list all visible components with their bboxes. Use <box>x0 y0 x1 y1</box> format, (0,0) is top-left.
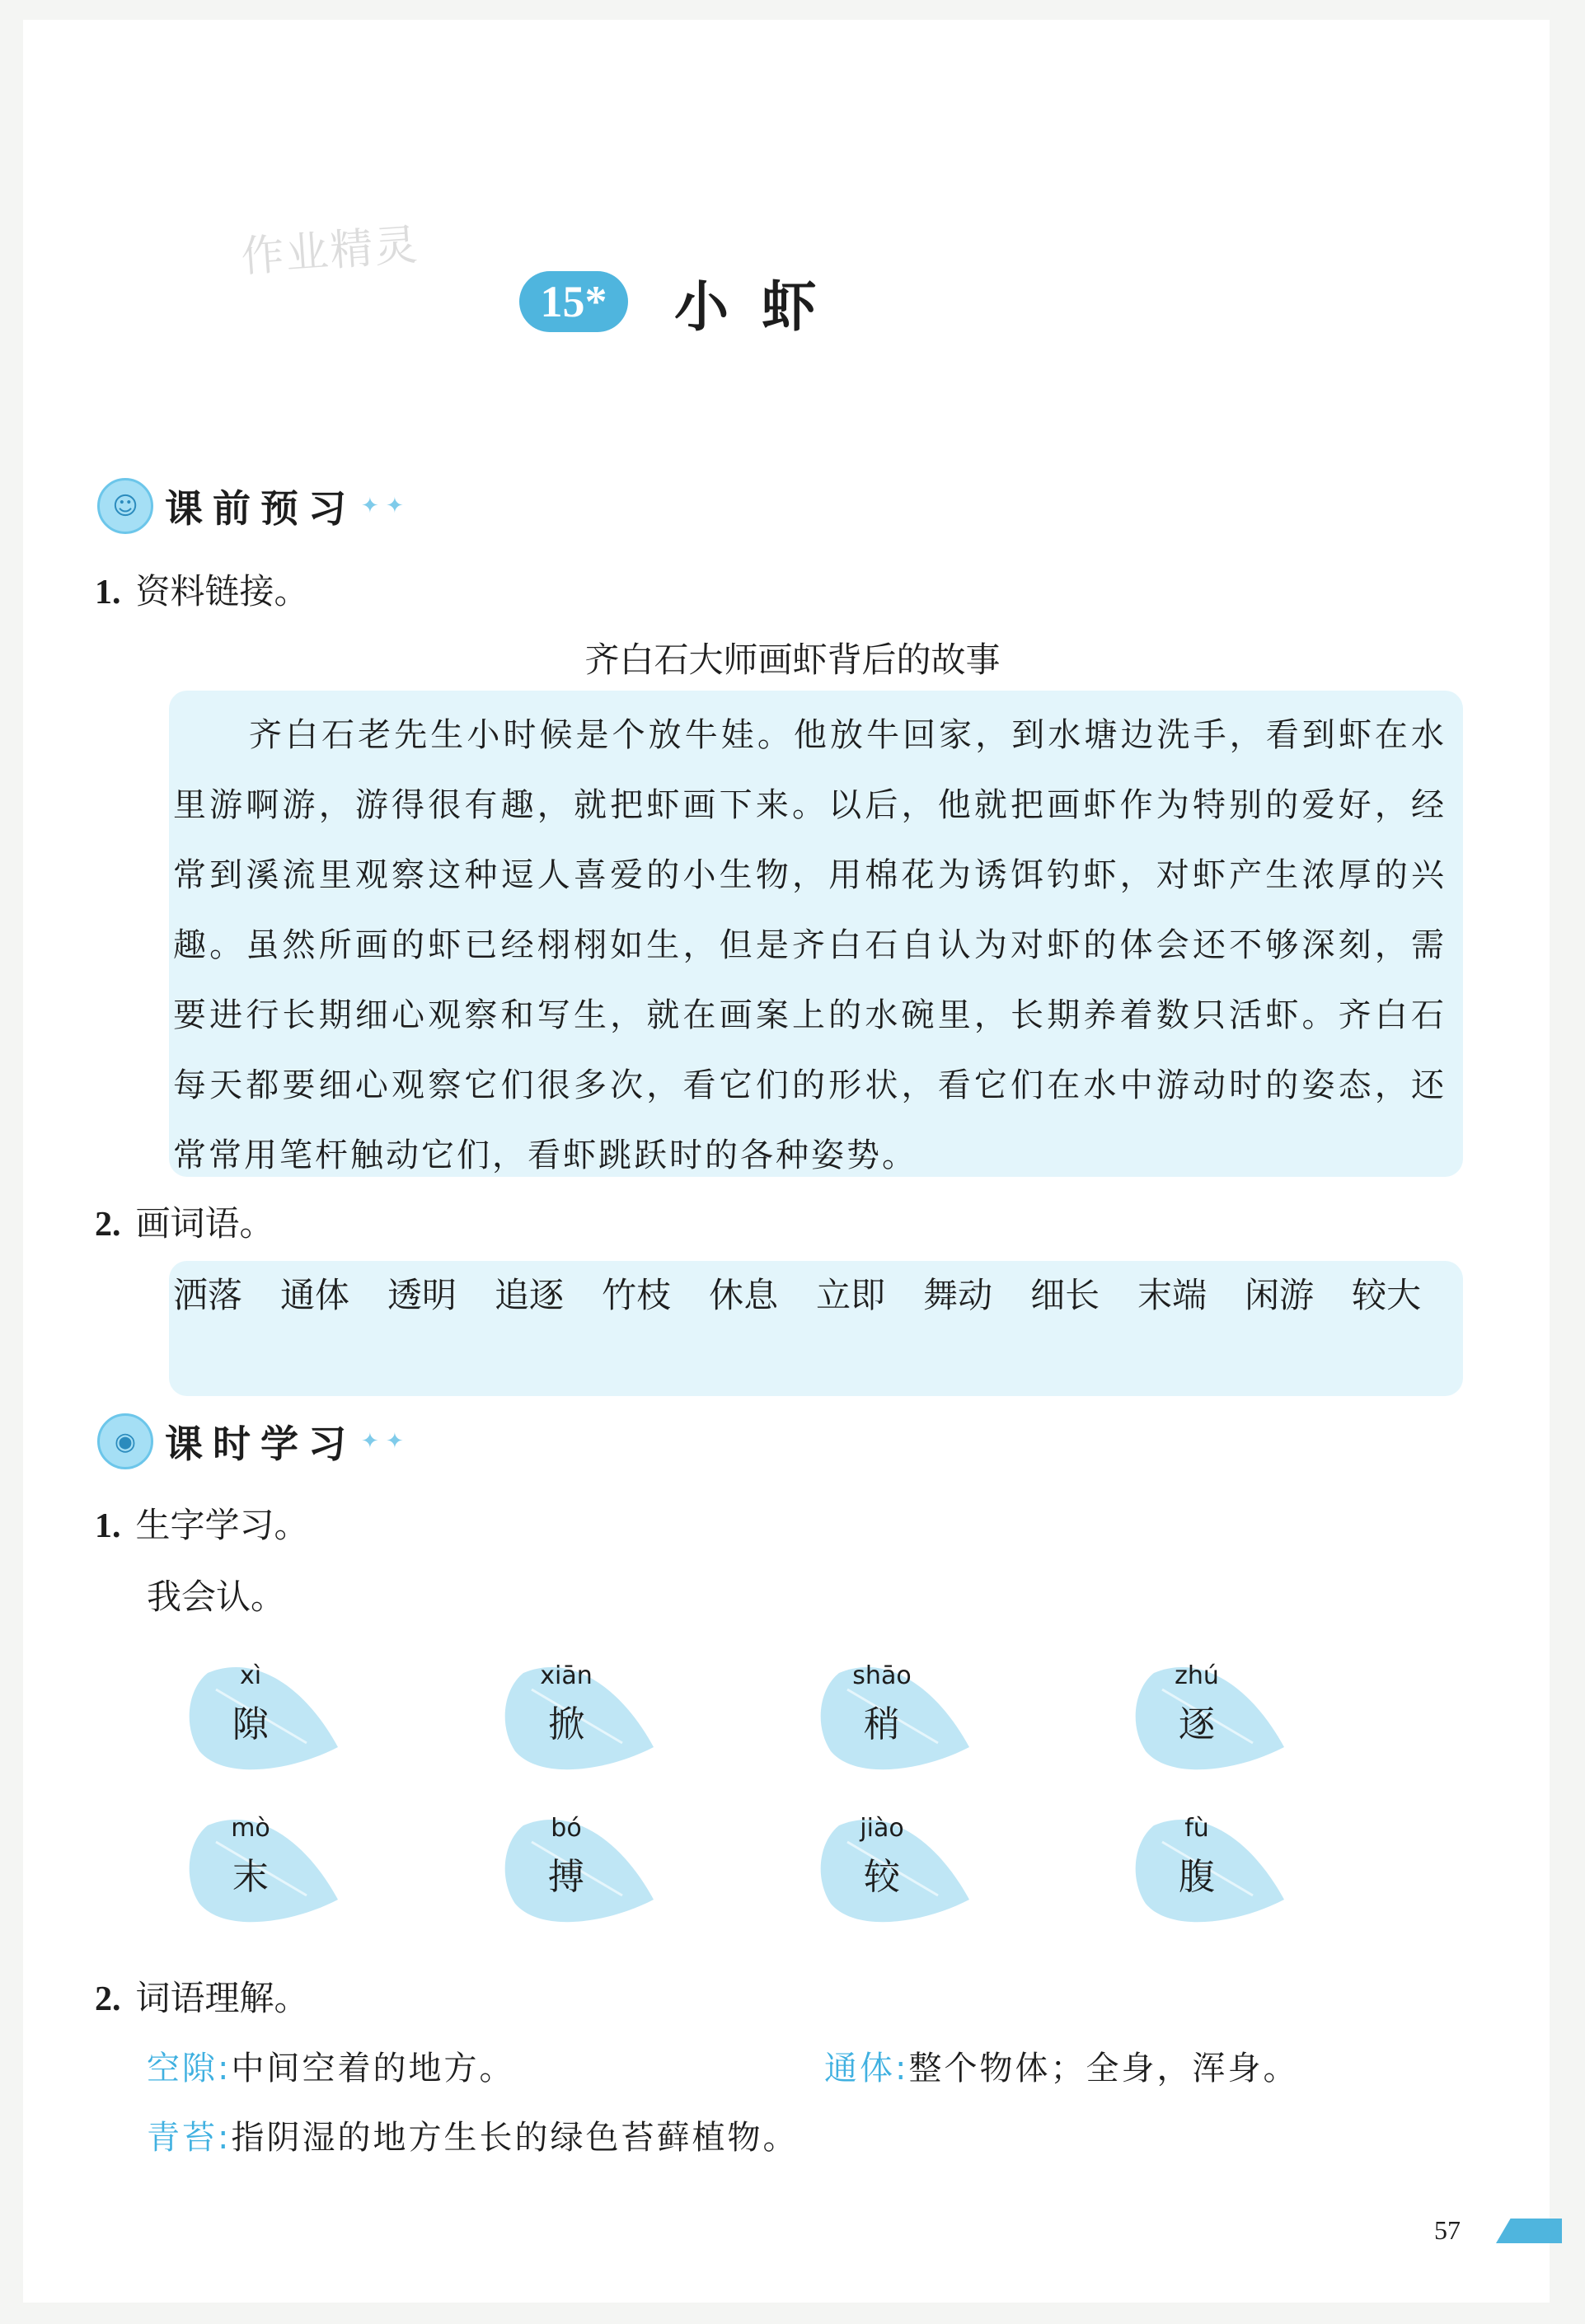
word-item: 竹枝 <box>602 1275 672 1315</box>
definition-term: 空隙 <box>147 2050 218 2087</box>
pinyin: mò <box>231 1814 270 1843</box>
definition-meaning: 整个物体；全身，浑身。 <box>908 2050 1299 2087</box>
sub-instruction: 我会认。 <box>147 1577 286 1617</box>
character: 腹 <box>1179 1856 1215 1898</box>
section-title: 课时学习 <box>165 1422 356 1466</box>
pinyin: bó <box>551 1814 582 1843</box>
question-number: 2. <box>95 1206 121 1244</box>
story-title: 齐白石大师画虾背后的故事 <box>584 640 1001 680</box>
character: 较 <box>864 1856 900 1898</box>
character: 逐 <box>1179 1703 1215 1745</box>
question-3 <box>95 1498 309 1548</box>
question-number: 1. <box>95 1507 121 1545</box>
word-item: 末端 <box>1137 1275 1208 1315</box>
leaf-card <box>499 1809 655 1933</box>
word-item: 细长 <box>1030 1275 1100 1315</box>
word-item: 舞动 <box>923 1275 993 1315</box>
definition-meaning: 中间空着的地方。 <box>231 2050 515 2087</box>
leaf-card <box>499 1656 655 1780</box>
watermark: 作业精灵 <box>239 220 421 283</box>
definition-colon: : <box>895 2050 909 2087</box>
definition-term: 通体 <box>824 2050 895 2087</box>
question-4 <box>95 1971 309 2021</box>
section-header-study <box>97 1413 404 1469</box>
character: 掀 <box>548 1703 584 1745</box>
question-1 <box>95 565 309 614</box>
leaf-card <box>183 1656 340 1780</box>
lesson-name: 小虾 <box>674 274 849 339</box>
word-item: 追逐 <box>495 1275 565 1315</box>
definition-item <box>824 2042 1298 2089</box>
lesson-number-badge: 15* <box>519 271 628 332</box>
character: 稍 <box>864 1703 900 1745</box>
definition-term: 青苔 <box>147 2119 218 2157</box>
word-item: 闲游 <box>1245 1275 1315 1315</box>
leaf-card <box>814 1809 971 1933</box>
leaf-card <box>814 1656 971 1780</box>
word-item: 透明 <box>387 1275 457 1315</box>
question-2 <box>95 1197 274 1246</box>
mascot-icon: ☺ <box>97 478 153 534</box>
question-text: 词语理解。 <box>135 1978 309 2018</box>
character: 末 <box>232 1856 269 1898</box>
definition-meaning: 指阴湿的地方生长的绿色苔藓植物。 <box>231 2119 799 2157</box>
page-number: 57 <box>1434 2215 1461 2245</box>
question-text: 生字学习。 <box>135 1505 309 1545</box>
word-item: 较大 <box>1352 1275 1422 1315</box>
word-list <box>173 1266 1426 1325</box>
leaf-card <box>1129 1809 1286 1933</box>
definition-item <box>147 2111 798 2158</box>
leaf-card <box>1129 1656 1286 1780</box>
word-item: 通体 <box>280 1275 350 1315</box>
definition-colon: : <box>218 2050 232 2087</box>
sparkle-icon: ✦ ✦ <box>361 1429 404 1454</box>
pinyin: fù <box>1184 1814 1209 1843</box>
question-number: 2. <box>95 1980 121 2018</box>
question-text: 资料链接。 <box>135 571 309 611</box>
pinyin: xì <box>239 1661 262 1690</box>
definition-colon: : <box>218 2119 232 2157</box>
section-title: 课前预习 <box>165 486 356 531</box>
pinyin: zhú <box>1175 1661 1219 1690</box>
word-item: 休息 <box>709 1275 779 1315</box>
question-number: 1. <box>95 574 121 611</box>
sparkle-icon: ✦ ✦ <box>361 494 404 518</box>
word-item: 洒落 <box>173 1275 243 1315</box>
globe-mascot-icon: ◉ <box>97 1413 153 1469</box>
pinyin: shāo <box>852 1661 912 1690</box>
section-header-preview <box>97 478 404 534</box>
pinyin: xiān <box>540 1661 593 1690</box>
story-body: 齐白石老先生小时候是个放牛娃。他放牛回家，到水塘边洗手，看到虾在水里游啊游，游得很有趣，就把虾画下来。以后，他就把画虾作为特别的爱好，经常到溪流里观察这种逗人喜爱的小生物，用棉花为诱饵钓虾，对虾产生浓厚的兴趣。虽然所画的虾已经栩栩如生，但是齐白石自认为对虾的体会还不够深刻，需要进行长期细心观察和写生，就在画案上的水碗里，长期养着数只活虾。齐白石每天都要细心观察它们很多次，看它们的形状，看它们在水中游动时的姿态，还常常用笔杆触动它们，看虾跳跃时的各种姿势。 <box>173 716 1447 1174</box>
character: 隙 <box>232 1703 269 1745</box>
character: 搏 <box>548 1856 584 1898</box>
leaf-card <box>183 1809 340 1933</box>
pinyin: jiào <box>860 1814 904 1843</box>
question-text: 画词语。 <box>135 1203 274 1244</box>
definition-item <box>147 2042 514 2089</box>
word-item: 立即 <box>816 1275 886 1315</box>
lesson-title <box>519 262 849 341</box>
